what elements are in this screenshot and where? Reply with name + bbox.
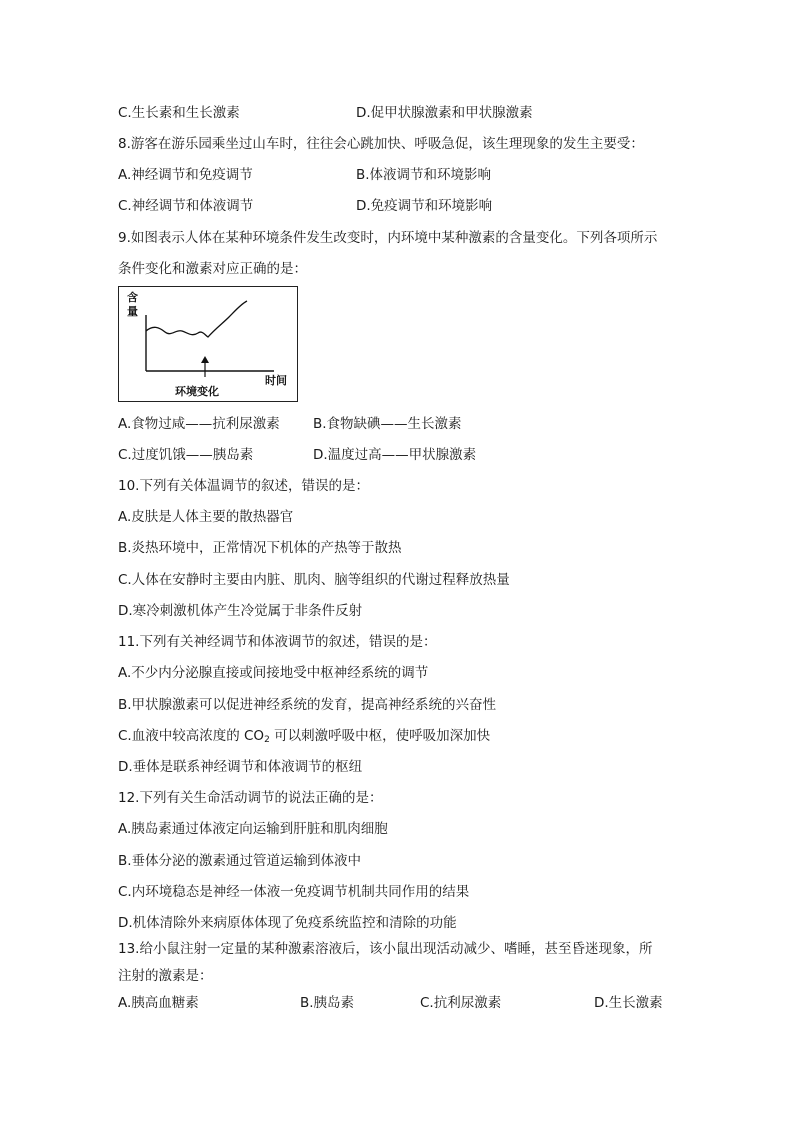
q11-option-c-pre: C.血液中较高浓度的 CO (118, 728, 265, 744)
q10-option-b: B.炎热环境中，正常情况下机体的产热等于散热 (118, 540, 402, 556)
x-axis-label: 时间 (265, 374, 287, 387)
q11-stem: 11.下列有关神经调节和体液调节的叙述，错误的是： (118, 634, 437, 650)
q9-options-row-2 (118, 446, 477, 464)
q12-option-d: D.机体清除外来病原体体现了免疫系统监控和清除的功能 (118, 915, 457, 931)
q11-option-d: D.垂体是联系神经调节和体液调节的枢纽 (118, 759, 363, 775)
q10-option-d: D.寒冷刺激机体产生冷觉属于非条件反射 (118, 603, 363, 619)
q8-option-b: B.体液调节和环境影响 (356, 167, 492, 183)
q13-options-row (118, 994, 663, 1012)
q12-option-b: B.垂体分泌的激素通过管道运输到体液中 (118, 853, 362, 869)
event-arrow-head (201, 356, 209, 363)
event-label: 环境变化 (175, 385, 219, 398)
q9-stem-line-2: 条件变化和激素对应正确的是： (118, 261, 307, 277)
q11-option-a: A.不少内分泌腺直接或间接地受中枢神经系统的调节 (118, 665, 429, 681)
q9-option-c: C.过度饥饿——胰岛素 (118, 447, 254, 463)
q9-graph-svg (119, 287, 299, 403)
q13-option-d: D.生长激素 (594, 995, 663, 1011)
q7-option-c: C.生长素和生长激素 (118, 105, 240, 121)
y-axis-label-1: 含 (127, 291, 138, 304)
q13-option-c: C.抗利尿激素 (420, 995, 502, 1011)
q8-option-a: A.神经调节和免疫调节 (118, 167, 253, 183)
q8-options-row-1 (118, 166, 492, 184)
q9-option-a: A.食物过咸——抗利尿激素 (118, 416, 280, 432)
q11-option-c-post: 可以刺激呼吸中枢，使呼吸加深加快 (269, 728, 491, 744)
hormone-curve (146, 301, 247, 337)
q13-stem-line-2: 注射的激素是： (118, 968, 213, 984)
q11-option-c-sub: 2 (264, 735, 270, 745)
q10-option-c: C.人体在安静时主要由内脏、肌肉、脑等组织的代谢过程释放热量 (118, 572, 510, 588)
q11-option-c (118, 727, 490, 745)
q7-options-row (118, 104, 533, 122)
q13-option-a: A.胰高血糖素 (118, 995, 199, 1011)
q7-option-d: D.促甲状腺激素和甲状腺激素 (356, 105, 533, 121)
q8-option-c: C.神经调节和体液调节 (118, 198, 254, 214)
q9-stem-line-1: 9.如图表示人体在某种环境条件发生改变时，内环境中某种激素的含量变化。下列各项所示 (118, 230, 658, 246)
q10-option-a: A.皮肤是人体主要的散热器官 (118, 509, 294, 525)
q12-option-a: A.胰岛素通过体液定向运输到肝脏和肌肉细胞 (118, 821, 388, 837)
q12-stem: 12.下列有关生命活动调节的说法正确的是： (118, 790, 383, 806)
q8-options-row-2 (118, 197, 493, 215)
q9-hormone-graph (118, 286, 298, 402)
q10-stem: 10.下列有关体温调节的叙述，错误的是： (118, 478, 369, 494)
q8-option-d: D.免疫调节和环境影响 (356, 198, 493, 214)
q13-option-b: B.胰岛素 (300, 995, 355, 1011)
q8-stem: 8.游客在游乐园乘坐过山车时，往往会心跳加快、呼吸急促，该生理现象的发生主要受： (118, 136, 644, 152)
q9-option-d: D.温度过高——甲状腺激素 (313, 447, 477, 463)
q13-stem-line-1: 13.给小鼠注射一定量的某种激素溶液后，该小鼠出现活动减少、嗜睡，甚至昏迷现象，所 (118, 941, 653, 957)
q11-option-b: B.甲状腺激素可以促进神经系统的发育，提高神经系统的兴奋性 (118, 697, 497, 713)
q9-option-b: B.食物缺碘——生长激素 (313, 416, 462, 432)
q9-options-row-1 (118, 415, 462, 433)
q12-option-c: C.内环境稳态是神经一体液一免疫调节机制共同作用的结果 (118, 884, 470, 900)
y-axis-label-2: 量 (127, 305, 138, 318)
